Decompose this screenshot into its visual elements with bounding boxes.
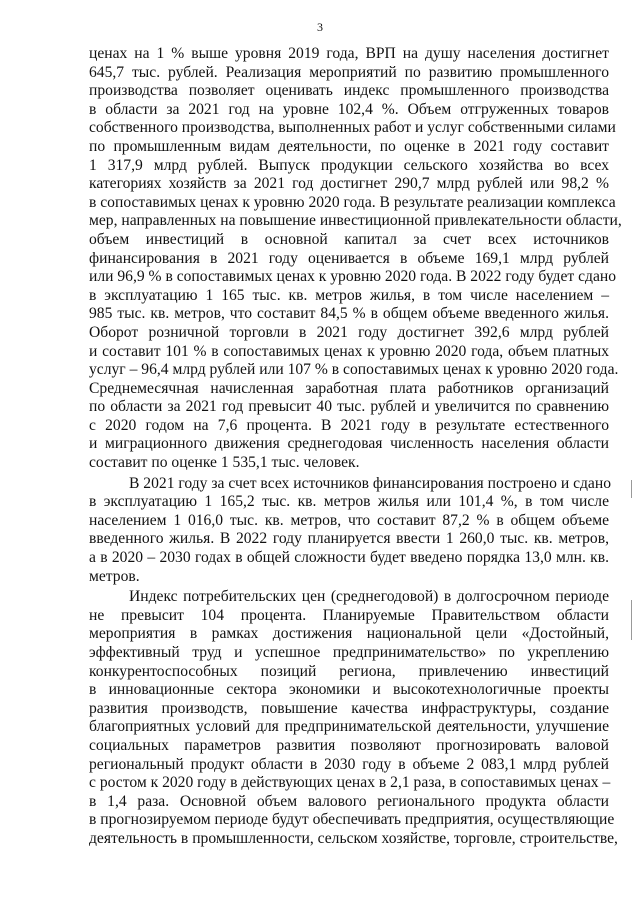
text-line: региональный продукт области в 2030 году в объеме 2 083,1 млрд рублей	[89, 755, 609, 773]
margin-scan-mark	[631, 480, 632, 498]
text-line: в прогнозируемом периоде будут обеспечивать предприятия, осуществляющие	[89, 811, 615, 829]
text-line: населением 1 016,0 тыс. кв. метров, что составит 87,2 % в общем объеме	[89, 511, 609, 529]
text-line: в 1,4 раза. Основной объем валового регионального продукта области	[89, 792, 609, 810]
text-line: не превысит 104 процента. Планируемые Правительством области	[89, 606, 609, 624]
text-line: по области за 2021 год превысит 40 тыс. рублей и увеличится по сравнению	[89, 398, 609, 416]
text-line: финансирования в 2021 году оценивается в объеме 169,1 млрд рублей	[89, 249, 609, 267]
text-line: введенного жилья. В 2022 году планируется ввести 1 260,0 тыс. кв. метров,	[89, 530, 609, 548]
text-line: категориях хозяйств за 2021 год достигнет 290,7 млрд рублей или 98,2 %	[89, 175, 609, 193]
text-line: а в 2020 – 2030 годах в общей сложности будет введено порядка 13,0 млн. кв.	[89, 549, 609, 567]
text-line: деятельность в промышленности, сельском хозяйстве, торговле, строительстве,	[89, 829, 618, 847]
text-line: 645,7 тыс. рублей. Реализация мероприятий по развитию промышленного	[89, 63, 609, 81]
text-line: с ростом к 2020 году в действующих ценах в 2,1 раза, в сопоставимых ценах –	[89, 774, 611, 792]
text-line: в области за 2021 год на уровне 102,4 %. Объем отгруженных товаров	[89, 100, 609, 118]
text-line: метров.	[89, 567, 140, 585]
text-line: 985 тыс. кв. метров, что составит 84,5 % в общем объеме введенного жилья.	[89, 305, 609, 323]
text-line: собственного производства, выполненных работ и услуг собственными силами	[89, 119, 616, 137]
paragraph	[89, 475, 609, 587]
text-line: объем инвестиций в основной капитал за счет всех источников	[89, 230, 609, 248]
margin-scan-mark	[631, 600, 632, 640]
text-line: производства позволяет оценивать индекс промышленного производства	[89, 82, 609, 100]
text-line: развития производств, повышение качества инфраструктуры, создание	[89, 699, 609, 717]
text-line: социальных параметров развития позволяют прогнозировать валовой	[89, 736, 609, 754]
text-line: в эксплуатацию 1 165,2 тыс. кв. метров жилья или 101,4 %, в том числе	[89, 493, 609, 511]
text-line: с 2020 годом на 7,6 процента. В 2021 году в результате естественного	[89, 416, 609, 434]
text-line: в эксплуатацию 1 165 тыс. кв. метров жилья, в том числе населением –	[89, 286, 609, 304]
body-text	[89, 45, 622, 849]
page-number: 3	[317, 20, 323, 34]
text-line: составит по оценке 1 535,1 тыс. человек.	[89, 454, 360, 472]
paragraph	[89, 45, 622, 473]
text-line: и миграционного движения среднегодовая численность населения области	[89, 435, 609, 453]
text-line: мер, направленных на повышение инвестиционной привлекательности области,	[89, 212, 622, 230]
text-line: Оборот розничной торговли в 2021 году достигнет 392,6 млрд рублей	[89, 323, 609, 341]
text-line: конкурентоспособных позиций региона, привлечению инвестиций	[89, 662, 609, 680]
text-line: в инновационные сектора экономики и высокотехнологичные проекты	[89, 681, 609, 699]
text-line: 1 317,9 млрд рублей. Выпуск продукции сельского хозяйства во всех	[89, 156, 609, 174]
text-line: Среднемесячная начисленная заработная плата работников организаций	[89, 379, 609, 397]
text-line: мероприятия в рамках достижения национальной цели «Достойный,	[89, 625, 609, 643]
paragraph	[89, 588, 618, 848]
text-line: Индекс потребительских цен (среднегодовой) в долгосрочном периоде	[129, 588, 609, 606]
text-line: ценах на 1 % выше уровня 2019 года, ВРП на душу населения достигнет	[89, 45, 609, 62]
text-line: услуг – 96,4 млрд рублей или 107 % в сопоставимых ценах к уровню 2020 года.	[89, 361, 619, 379]
text-line: или 96,9 % в сопоставимых ценах к уровню 2020 года. В 2022 году будет сдано	[89, 268, 617, 286]
text-line: в сопоставимых ценах к уровню 2020 года. В результате реализации комплекса	[89, 193, 616, 211]
text-line: благоприятных условий для предпринимательской деятельности, улучшение	[89, 718, 609, 736]
text-line: В 2021 году за счет всех источников финансирования построено и сдано	[129, 474, 611, 492]
text-line: и составит 101 % в сопоставимых ценах к уровню 2020 года, объем платных	[89, 342, 609, 360]
text-line: эффективный труд и успешное предпринимательство» по укреплению	[89, 644, 609, 661]
text-line: по промышленным видам деятельности, по оценке в 2021 году составит	[89, 137, 609, 155]
